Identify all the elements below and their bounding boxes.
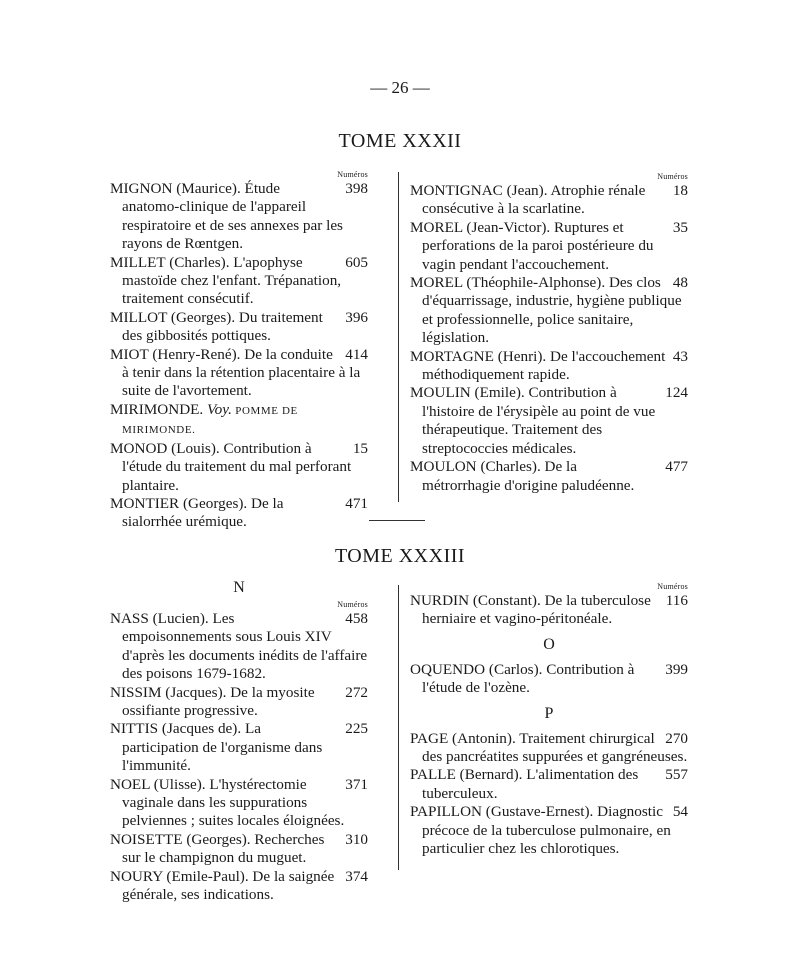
index-entry-millot	[110, 309, 368, 346]
entry-text: MIGNON (Maurice). Étude anatomo-clinique de l'appareil respiratoire et de ses annexes par les rayons de Rœntgen.	[110, 180, 343, 253]
index-entry-papillon	[410, 803, 688, 858]
entry-number: 557	[665, 766, 688, 784]
index-entry-morel-jean-victor	[410, 219, 688, 274]
entry-number: 15	[352, 439, 368, 457]
letter-heading-o: O	[543, 635, 555, 653]
entry-text: NASS (Lucien). Les empoisonnements sous Louis XIV d'après les documents inédits de l'affaire des poisons 1679-1682.	[110, 610, 368, 683]
column-divider	[398, 172, 399, 502]
entry-number: 310	[345, 830, 368, 848]
entry-text: MONTIGNAC (Jean). Atrophie rénale consécutive à la scarlatine.	[410, 182, 646, 218]
entry-number: 272	[345, 683, 368, 701]
entry-number: 48	[672, 274, 688, 292]
section-separator	[369, 520, 425, 521]
letter-heading-n: N	[233, 579, 245, 596]
entry-number: 374	[345, 867, 368, 885]
tome-xxxii-right-column	[410, 172, 688, 495]
letter-heading-p: P	[544, 704, 554, 722]
entry-number: 124	[665, 384, 688, 402]
index-entry-mignon	[110, 180, 368, 254]
page-number: — 26 —	[370, 78, 430, 97]
index-entry-moulon	[410, 458, 688, 495]
entry-text: MOREL (Jean-Victor). Ruptures et perforations de la paroi postérieure du vagin pendant l'accouchement.	[410, 218, 654, 273]
index-entry-oquendo	[410, 661, 688, 698]
column-divider	[398, 585, 399, 870]
entry-text: PAGE (Antonin). Traitement chirurgical des pancréatites suppurées et gangréneuses.	[410, 729, 688, 766]
index-entry-noisette	[110, 831, 368, 868]
index-entry-montier	[110, 495, 368, 532]
entry-text: PALLE (Bernard). L'alimentation des tuberculeux.	[410, 766, 639, 802]
index-entry-nissim	[110, 684, 368, 721]
index-entry-mirimonde	[110, 401, 368, 440]
entry-text: MOREL (Théophile-Alphonse). Des clos d'équarrissage, industrie, hygiène publique et professionnelle, police sanitaire, législation.	[410, 274, 682, 347]
entry-number: 471	[345, 494, 368, 512]
entry-text: MIOT (Henry-René). De la conduite à tenir dans la rétention placentaire à la suite de l'avortement.	[110, 345, 361, 400]
tome-xxxii-left-column	[110, 170, 368, 532]
index-entry-morel-theophile	[410, 274, 688, 348]
entry-number: 43	[672, 347, 688, 365]
index-entry-nittis	[110, 720, 368, 775]
index-entry-noury	[110, 868, 368, 905]
entry-text: MILLOT (Georges). Du traitement des gibbosités pottiques.	[110, 308, 323, 345]
entry-number: 371	[345, 775, 368, 793]
entry-text: NISSIM (Jacques). De la myosite ossifiante progressive.	[110, 683, 315, 720]
numeros-header: Numéros	[337, 170, 368, 179]
entry-text: MORTAGNE (Henri). De l'accouchement méthodiquement rapide.	[410, 347, 666, 384]
entry-number: 116	[665, 592, 688, 609]
entry-number: 18	[672, 182, 688, 199]
entry-number: 54	[672, 803, 688, 821]
index-entry-millet	[110, 254, 368, 309]
tome-xxxiii-right-column	[410, 582, 688, 858]
entry-text: NITTIS (Jacques de). La participation de l'organisme dans l'immunité.	[110, 720, 323, 775]
entry-text: PAPILLON (Gustave-Ernest). Diagnostic précoce de la tuberculose pulmonaire, en particulier chez les chlorotiques.	[410, 803, 671, 858]
section-title-tome-xxxiii: TOME XXXIII	[334, 545, 466, 567]
entry-text: MONOD (Louis). Contribution à l'étude du traitement du mal perforant plantaire.	[110, 439, 352, 494]
entry-text: NOEL (Ulisse). L'hystérectomie vaginale dans les suppurations pelviennes ; suites locales éloignées.	[110, 775, 345, 830]
index-entry-nurdin	[410, 592, 688, 629]
entry-voy: Voy.	[207, 400, 232, 418]
section-title-tome-xxxii: TOME XXXII	[338, 130, 462, 152]
entry-number: 225	[345, 720, 368, 738]
entry-number: 399	[665, 660, 688, 678]
tome-xxxiii-left-column	[110, 578, 368, 905]
entry-number: 477	[665, 458, 688, 476]
entry-crossref: POMME DE MIRIMONDE.	[122, 404, 298, 437]
index-entry-miot	[110, 346, 368, 401]
entry-text: MOULIN (Emile). Contribution à l'histoire de l'érysipèle au point de vue thérapeutique. Traitement des streptococcies médicales.	[410, 384, 656, 457]
index-entry-page	[410, 730, 688, 767]
numeros-header: Numéros	[337, 600, 368, 609]
index-entry-monod	[110, 440, 368, 495]
entry-number: 396	[345, 308, 368, 326]
index-entry-nass	[110, 610, 368, 684]
entry-number: 35	[672, 218, 688, 236]
entry-text: NOISETTE (Georges). Recherches sur le champignon du muguet.	[110, 830, 325, 867]
index-entry-moulin	[410, 384, 688, 458]
entry-number: 605	[345, 253, 368, 271]
entry-text: OQUENDO (Carlos). Contribution à l'étude de l'ozène.	[410, 660, 635, 697]
entry-text: MONTIER (Georges). De la sialorrhée urémique.	[110, 494, 284, 531]
index-entry-noel	[110, 776, 368, 831]
entry-text: NURDIN (Constant). De la tuberculose herniaire et vagino-péritonéale.	[410, 592, 651, 628]
entry-number: 270	[665, 729, 688, 747]
entry-number: 398	[345, 180, 368, 197]
entry-number: 414	[345, 345, 368, 363]
index-entry-palle	[410, 766, 688, 803]
entry-text: NOURY (Emile-Paul). De la saignée générale, ses indications.	[110, 867, 335, 904]
entry-text: MOULON (Charles). De la métrorrhagie d'origine paludéenne.	[410, 458, 635, 494]
entry-text: MIRIMONDE.	[110, 400, 208, 418]
index-entry-mortagne	[410, 348, 688, 385]
numeros-header: Numéros	[657, 172, 688, 181]
entry-text: MILLET (Charles). L'apophyse mastoïde chez l'enfant. Trépanation, traitement consécutif.	[110, 253, 342, 308]
numeros-header: Numéros	[657, 582, 688, 591]
index-entry-montignac	[410, 182, 688, 219]
entry-number: 458	[345, 610, 368, 627]
